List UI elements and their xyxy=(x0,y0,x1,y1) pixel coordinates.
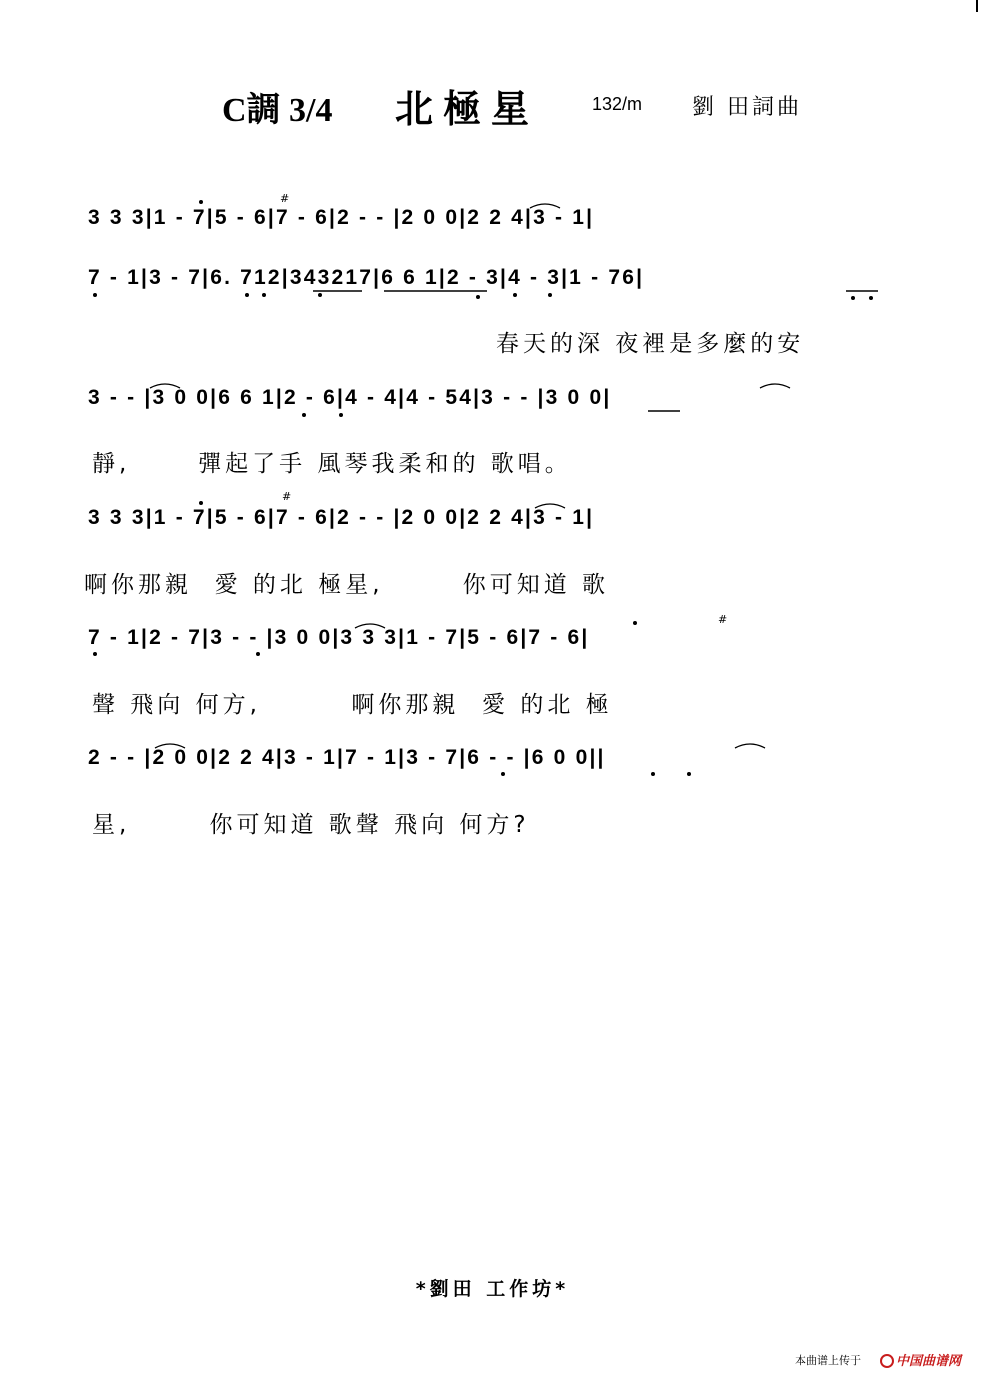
lyrics-line-4: 啊你那親 愛 的北 極星, 你可知道 歌 xyxy=(84,572,610,598)
svg-text:#: # xyxy=(718,613,728,626)
lyrics-line-6: 星, 你可知道 歌聲 飛向 何方? xyxy=(92,812,530,838)
notation-line-5: 7 - 1|2 - 7|3 - - |3 0 0|3 3 3|1 - 7|5 - 6|7 - 6| xyxy=(88,626,590,649)
svg-text:#: # xyxy=(282,490,292,503)
site-logo-icon xyxy=(880,1354,894,1368)
footer-site-label: 中国曲谱网 xyxy=(896,1354,962,1369)
corner-mark xyxy=(976,0,978,12)
lyrics-line-2: 春天的深 夜裡是多麼的安 xyxy=(496,331,805,357)
footer-studio: *劉田 工作坊* xyxy=(415,1278,570,1300)
notation-line-2: 7 - 1|3 - 7|6. 712|343217|6 6 1|2 - 3|4 - 3|1 - 76| xyxy=(88,266,645,289)
footer-source: 本曲谱上传于 xyxy=(795,1354,861,1367)
title-row xyxy=(0,78,985,131)
lyrics-line-5: 聲 飛向 何方, 啊你那親 愛 的北 極 xyxy=(92,692,613,718)
notation-line-3: 3 - - |3 0 0|6 6 1|2 - 6|4 - 4|4 - 54|3 - - |3 0 0| xyxy=(88,386,612,409)
notation-line-6: 2 - - |2 0 0|2 2 4|3 - 1|7 - 1|3 - 7|6 - - |6 0 0|| xyxy=(88,746,606,769)
page-title: 北極星 xyxy=(395,86,540,131)
footer-site xyxy=(880,1350,961,1369)
lyrics-line-3: 靜, 彈起了手 風琴我柔和的 歌唱。 xyxy=(92,451,572,477)
key-meter: C調 3/4 xyxy=(222,92,333,129)
notation-line-4: 3 3 3|1 - 7|5 - 6|7 - 6|2 - - |2 0 0|2 2 4|3 - 1| xyxy=(88,506,595,529)
svg-text:#: # xyxy=(280,192,290,205)
credit: 劉 田詞曲 xyxy=(692,95,802,120)
notation-line-1: 3 3 3|1 - 7|5 - 6|7 - 6|2 - - |2 0 0|2 2 4|3 - 1| xyxy=(88,206,595,229)
tempo-marking: 132/m xyxy=(592,94,643,114)
